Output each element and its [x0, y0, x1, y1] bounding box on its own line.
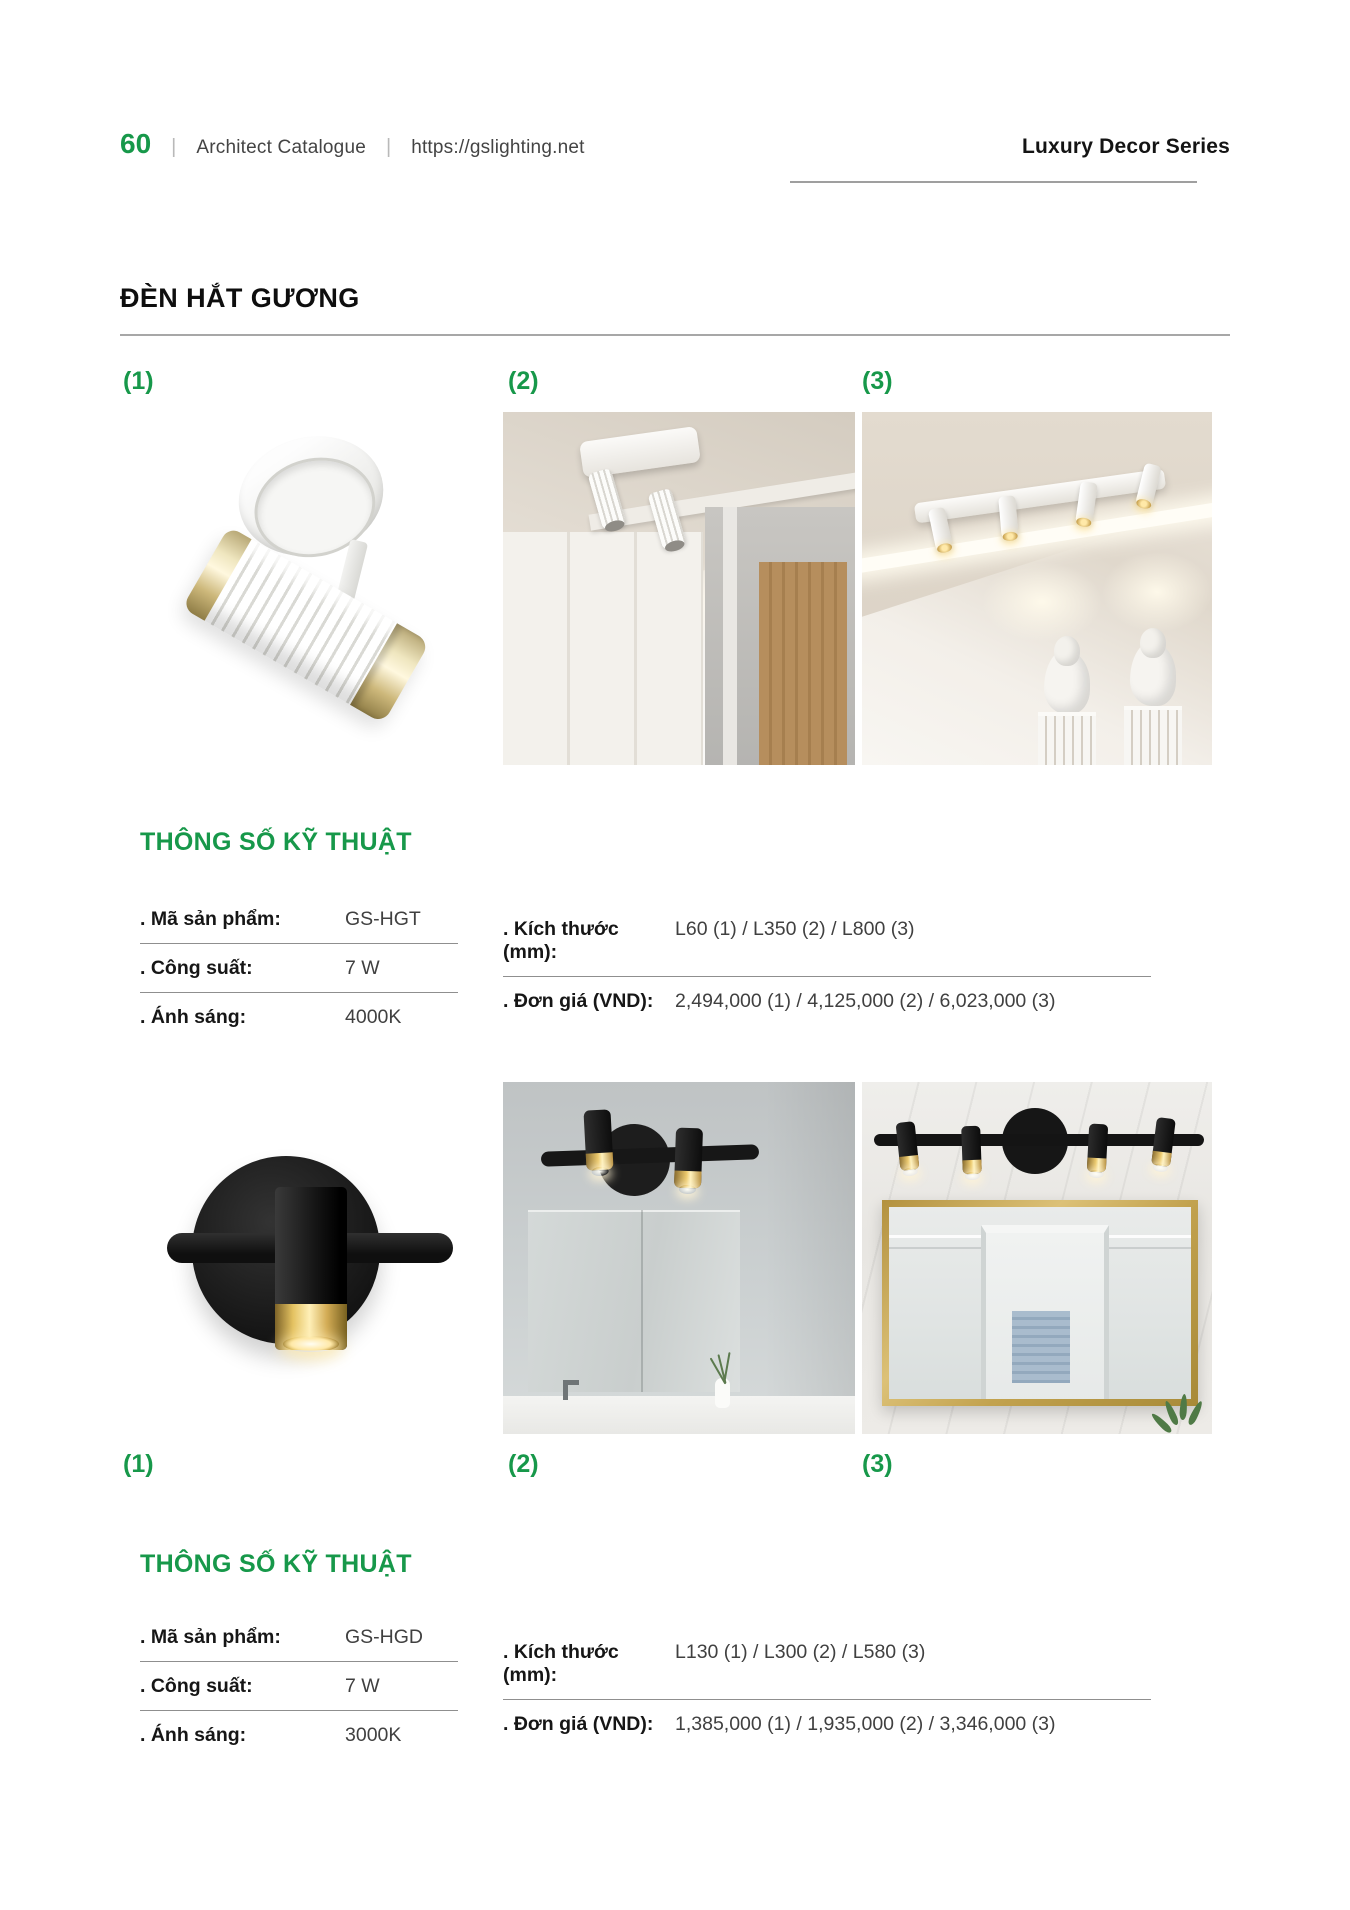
spec-label: . Ánh sáng: — [140, 1724, 247, 1746]
spec-row — [140, 895, 458, 944]
spec-table-right — [503, 905, 1151, 1025]
spec-row — [140, 993, 458, 1041]
lamp-gold-ring-front — [350, 623, 430, 723]
interior-photo-two-spot-ceiling — [503, 412, 855, 765]
spec-table-left — [140, 895, 458, 1041]
spec-value: 4000K — [345, 1006, 402, 1028]
spot-lamp — [961, 1126, 982, 1175]
sculpture-plinth — [1124, 706, 1182, 765]
interior-photo-mirror-light-four-spot — [862, 1082, 1212, 1434]
spec-value: 1,385,000 (1) / 1,935,000 (2) / 3,346,000 (3) — [675, 1713, 1056, 1735]
sculpture-plinth — [1038, 712, 1096, 765]
variant-label-3: (3) — [862, 1450, 893, 1478]
catalogue-name: Architect Catalogue — [196, 137, 366, 158]
spec-label: . Đơn giá (VND): — [503, 990, 654, 1012]
spec-row — [140, 944, 458, 993]
gold-framed-mirror — [882, 1200, 1198, 1406]
wall-light-glow — [982, 562, 1102, 642]
faucet — [563, 1380, 568, 1400]
header-separator: | — [385, 136, 392, 158]
spec-label: . Mã sản phẩm: — [140, 1626, 281, 1648]
reflected-hallway — [981, 1225, 1109, 1399]
reflected-window-blind — [1012, 1311, 1070, 1383]
spot-lamp — [1087, 1124, 1108, 1173]
variant-label-2: (2) — [508, 1450, 539, 1478]
spec-row — [140, 1613, 458, 1662]
spec-label: . Công suất: — [140, 957, 253, 979]
specs-heading: THÔNG SỐ KỸ THUẬT — [140, 828, 412, 856]
spec-label: . Ánh sáng: — [140, 1006, 247, 1028]
lamp-gold-ring-rear — [182, 526, 252, 620]
spec-value: L60 (1) / L350 (2) / L800 (3) — [675, 918, 915, 940]
page-title: ĐÈN HẮT GƯƠNG — [120, 283, 360, 313]
spot-lamp — [674, 1128, 703, 1189]
page-header — [120, 128, 1230, 160]
page-number: 60 — [120, 128, 152, 159]
variant-label-3: (3) — [862, 367, 893, 395]
product-photo-black-wall-lamp — [120, 1085, 490, 1435]
product-photo-white-spotlight — [120, 400, 490, 755]
spec-label: . Kích thước (mm): — [503, 1641, 619, 1686]
spec-value: 3000K — [345, 1724, 402, 1746]
bathroom-mirror — [528, 1210, 740, 1392]
spec-value: GS-HGT — [345, 908, 421, 930]
spec-label: . Đơn giá (VND): — [503, 1713, 654, 1735]
site-url: https://gslighting.net — [411, 137, 585, 158]
spec-value: GS-HGD — [345, 1626, 423, 1648]
wall-light-glow — [1102, 552, 1212, 632]
spec-row — [503, 1700, 1151, 1748]
interior-photo-rail-spotlight — [862, 412, 1212, 765]
mirror-reflection — [889, 1207, 1191, 1399]
title-rule — [120, 334, 1230, 336]
variant-label-1: (1) — [123, 1450, 154, 1478]
paneled-wall — [503, 532, 703, 765]
spec-table-right — [503, 1628, 1151, 1748]
spec-value: 7 W — [345, 1675, 380, 1697]
wood-door — [759, 562, 847, 765]
header-rule — [790, 181, 1197, 183]
variant-label-2: (2) — [508, 367, 539, 395]
lamp-light-glow — [283, 1336, 339, 1352]
spec-row — [503, 977, 1151, 1025]
header-separator: | — [171, 136, 177, 158]
spec-row — [140, 1711, 458, 1759]
lamp-cylinder — [275, 1187, 347, 1350]
spec-row — [140, 1662, 458, 1711]
spec-label: . Mã sản phẩm: — [140, 908, 281, 930]
spec-row — [503, 1628, 1151, 1700]
variant-label-1: (1) — [123, 367, 154, 395]
spot-lamp — [998, 495, 1019, 538]
glass-door-frame — [723, 507, 737, 765]
sculpture-bust — [1130, 642, 1176, 706]
sculpture-bust — [1044, 650, 1090, 714]
spec-row — [503, 905, 1151, 977]
interior-photo-mirror-light-two-spot — [503, 1082, 855, 1434]
spec-value: 2,494,000 (1) / 4,125,000 (2) / 6,023,000 (3) — [675, 990, 1056, 1012]
mirror-seam — [641, 1210, 643, 1392]
spot-lamp — [583, 1109, 613, 1170]
wall-shadow — [765, 1082, 855, 1434]
spec-label: . Công suất: — [140, 1675, 253, 1697]
spec-table-left — [140, 1613, 458, 1759]
counter-top — [503, 1396, 855, 1434]
spec-value: L130 (1) / L300 (2) / L580 (3) — [675, 1641, 926, 1663]
specs-heading: THÔNG SỐ KỸ THUẬT — [140, 1550, 412, 1578]
light-glow — [679, 1185, 696, 1195]
series-name: Luxury Decor Series — [1021, 135, 1230, 158]
spec-label: . Kích thước (mm): — [503, 918, 619, 963]
spec-value: 7 W — [345, 957, 380, 979]
